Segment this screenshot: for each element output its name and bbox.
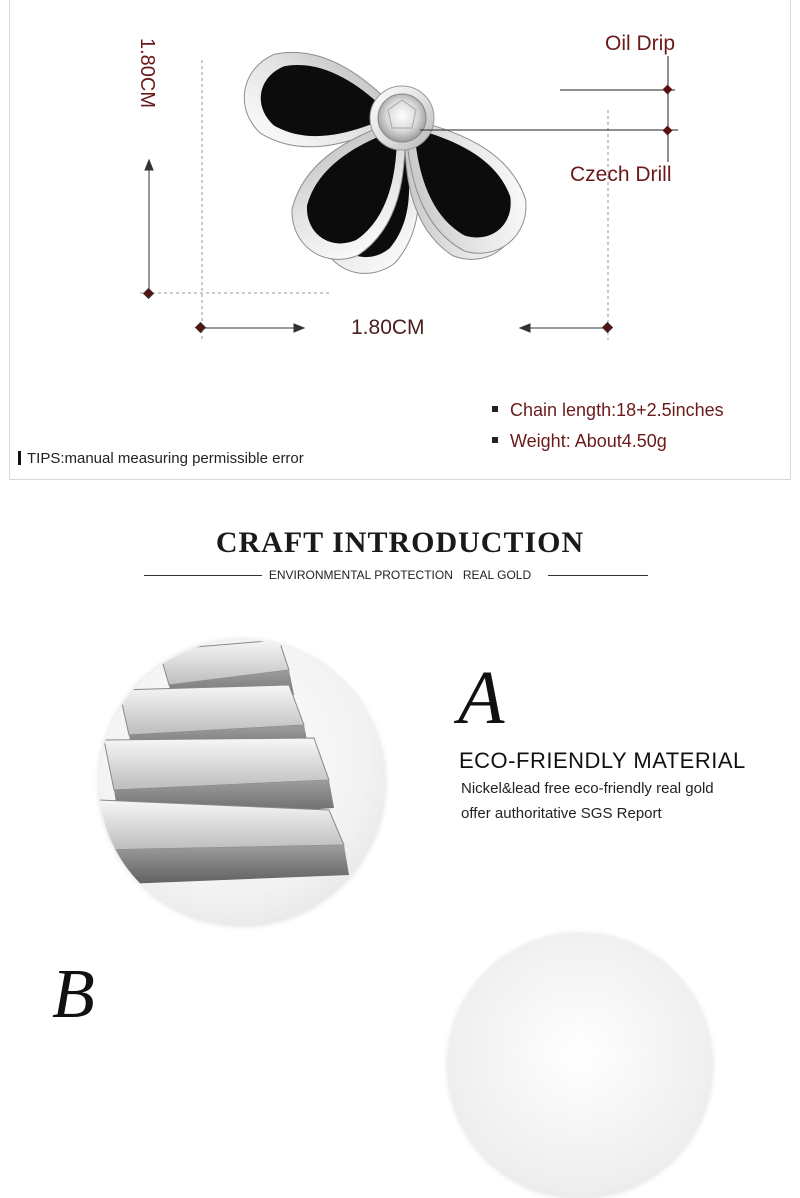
height-dimension-label: 1.80CM — [136, 38, 158, 109]
feature-a-description-line1: Nickel&lead free eco-friendly real gold — [461, 780, 714, 797]
tips-bar-icon — [18, 451, 21, 465]
bullet-icon — [492, 406, 498, 412]
height-measure-arrow — [144, 160, 154, 298]
bullet-icon — [492, 437, 498, 443]
feature-a-heading: ECO-FRIENDLY MATERIAL — [459, 748, 746, 773]
tips-note — [18, 450, 304, 467]
spec-weight — [492, 431, 667, 452]
craft-title: CRAFT INTRODUCTION — [215, 526, 585, 559]
feature-b-letter: B — [52, 956, 95, 1033]
flower-petals — [237, 44, 573, 288]
tips-text: TIPS:manual measuring permissible error — [27, 450, 304, 467]
spec-chain-length — [492, 400, 724, 421]
craft-subtitle-text: ENVIRONMENTAL PROTECTION REAL GOLD — [268, 568, 532, 582]
bar-4 — [99, 800, 349, 885]
feature-a-description-line2: offer authoritative SGS Report — [461, 805, 662, 822]
width-dimension-label: 1.80CM — [351, 316, 425, 339]
feature-b-image — [448, 934, 712, 1198]
czech-drill-label: Czech Drill — [570, 163, 672, 186]
oil-drip-label: Oil Drip — [605, 32, 676, 55]
feature-a-letter: A — [458, 656, 505, 740]
spec-weight-text: Weight: About4.50g — [510, 431, 667, 451]
silver-bars-image — [99, 640, 385, 926]
czech-drill-gem — [370, 86, 434, 150]
spec-chain-length-text: Chain length:18+2.5inches — [510, 400, 724, 420]
craft-subtitle — [0, 568, 800, 582]
silver-bars-illustration — [99, 640, 385, 926]
